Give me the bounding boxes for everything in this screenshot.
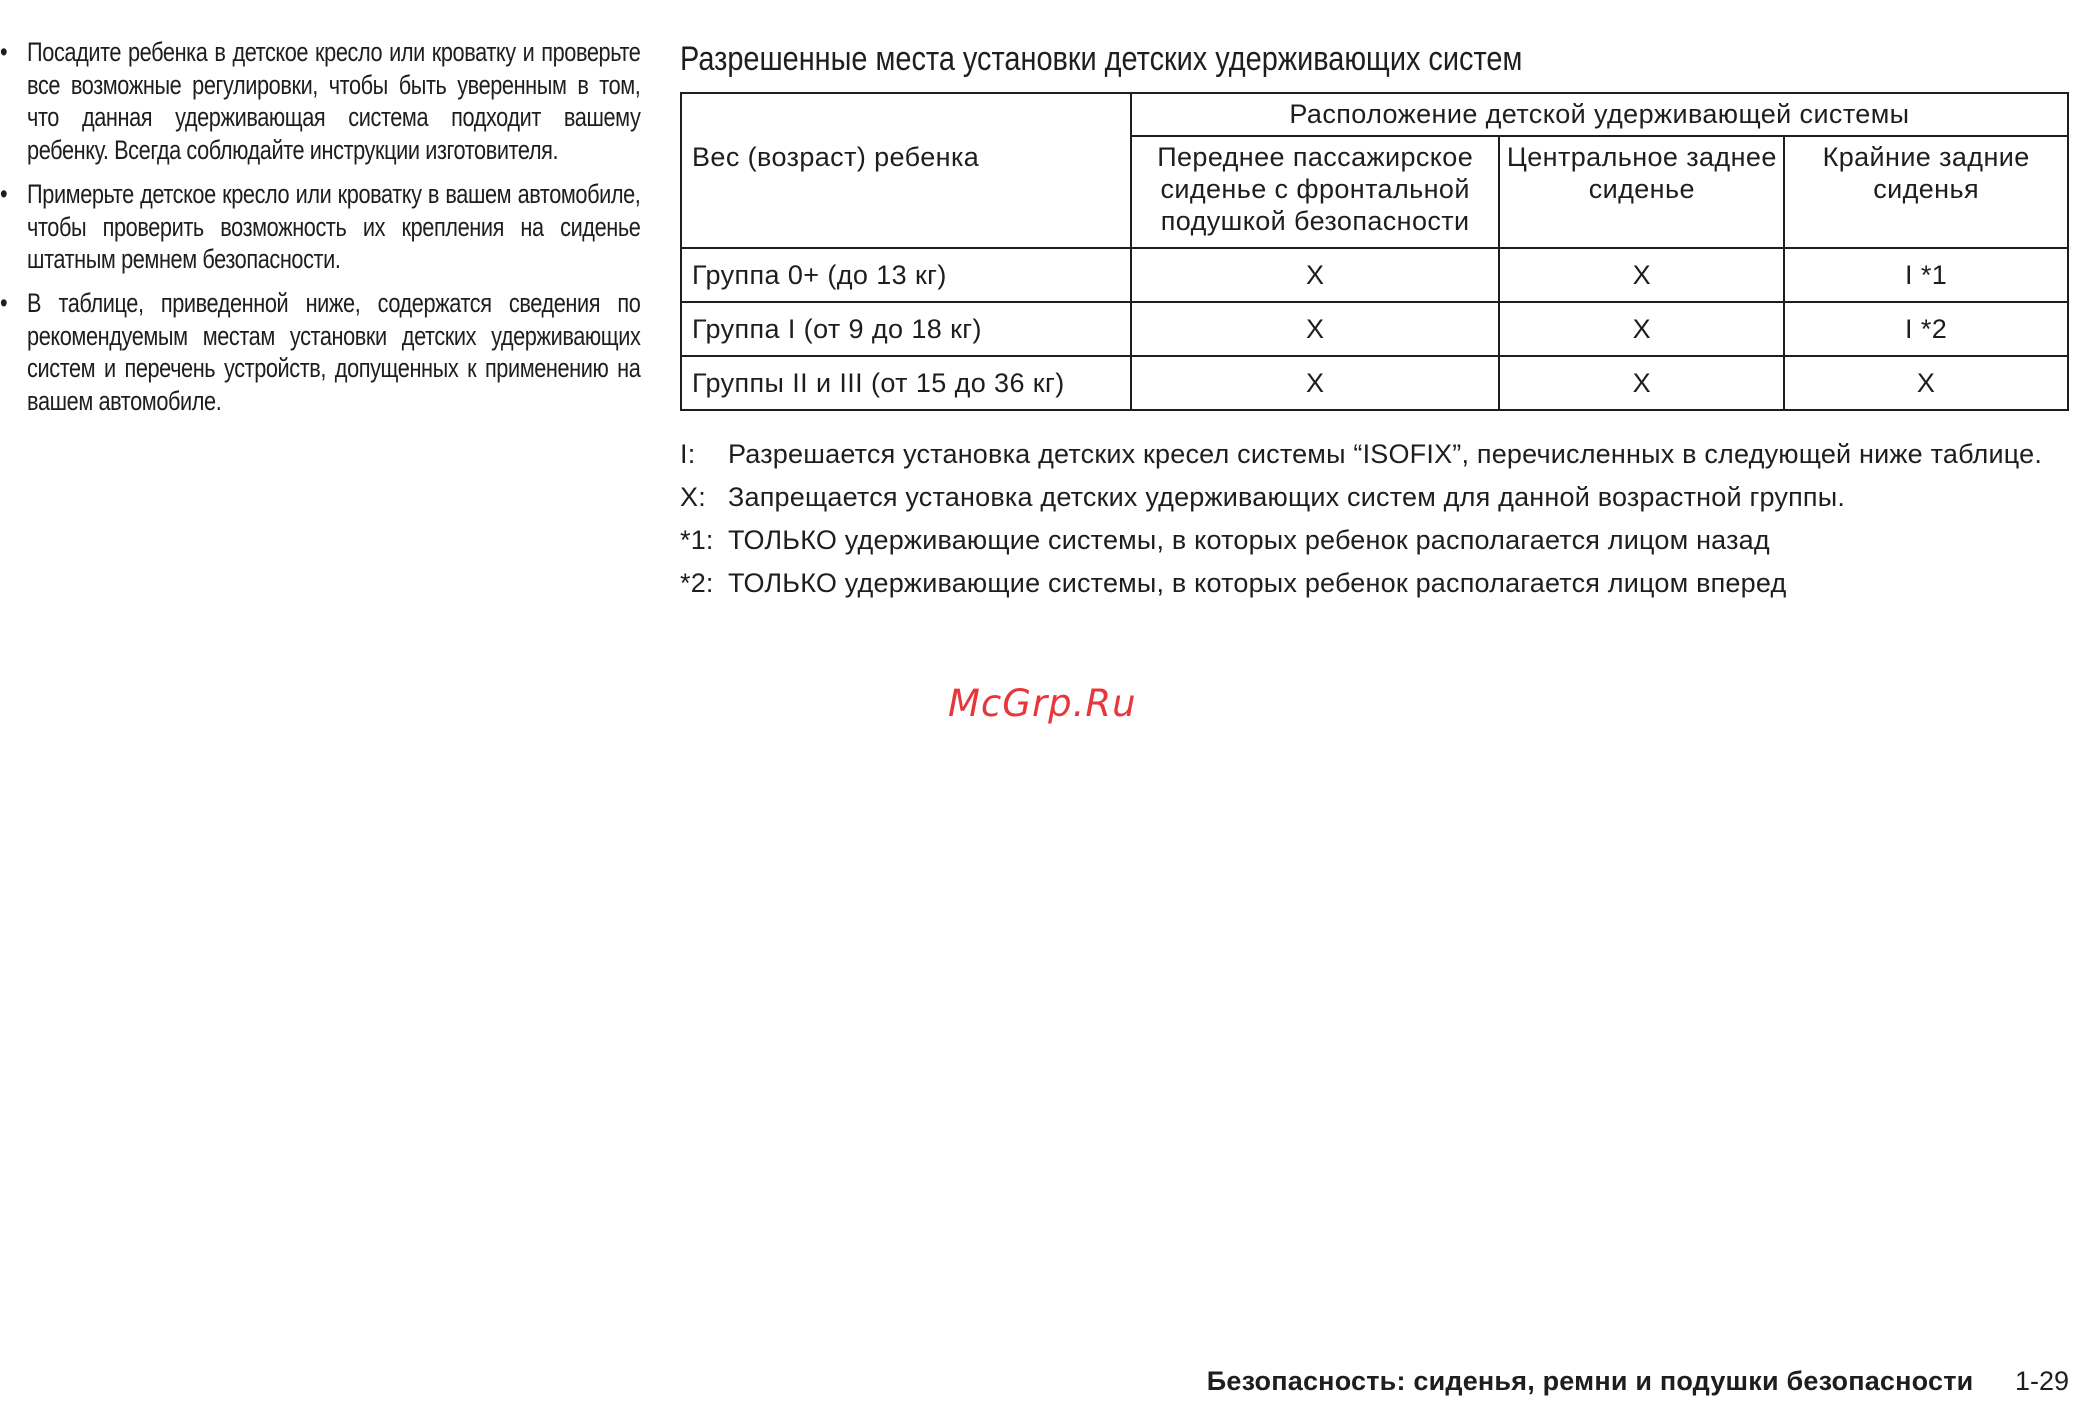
restraint-section [680, 38, 2070, 605]
header-front-seat: Переднее пассажирское сиденье с фронтальной подушкой безопасности [1131, 136, 1499, 248]
header-weight-label: Вес (возраст) ребенка [692, 142, 980, 172]
note-text: Запрещается установка детских удерживающих систем для данной возрастной группы. [728, 482, 1846, 512]
bullet-text: В таблице, приведенной ниже, содержатся сведения по рекомендуемым местам установки детских удерживающих систем и перечень устройств, допущенных к применению на вашем автомобиле. [27, 287, 641, 417]
note-item [680, 562, 2070, 605]
front-seat-cell: X [1131, 248, 1499, 302]
note-key: *1: [680, 525, 714, 555]
note-key: *2: [680, 568, 714, 598]
section-title: Разрешенные места установки детских удерживающих систем [680, 40, 1523, 78]
note-key: I: [680, 439, 696, 469]
instructions-column [0, 36, 641, 429]
header-weight [681, 93, 1131, 248]
front-seat-cell: X [1131, 302, 1499, 356]
outer-seat-cell: I *2 [1784, 302, 2068, 356]
table-row [681, 248, 2068, 302]
group-label: Группа I (от 9 до 18 кг) [681, 302, 1131, 356]
table-row [681, 356, 2068, 410]
note-item [680, 519, 2070, 562]
front-seat-cell: X [1131, 356, 1499, 410]
header-location: Расположение детской удерживающей системы [1131, 93, 2068, 136]
outer-seat-cell: I *1 [1784, 248, 2068, 302]
page-footer [1207, 1366, 2069, 1397]
table-header-row [681, 93, 2068, 136]
bullet-item [0, 287, 640, 418]
footer-title: Безопасность: сиденья, ремни и подушки безопасности [1206, 1366, 1974, 1396]
bullet-dot-icon: • [0, 178, 8, 209]
center-seat-cell: X [1499, 248, 1784, 302]
note-text: Разрешается установка детских кресел системы “ISOFIX”, перечисленных в следующей ниже таблице. [728, 439, 2043, 469]
group-label: Группа 0+ (до 13 кг) [681, 248, 1131, 302]
header-center-rear-seat: Центральное заднее сиденье [1499, 136, 1784, 248]
note-item [680, 433, 2070, 476]
bullet-item [0, 36, 640, 167]
note-item [680, 476, 2070, 519]
bullet-dot-icon: • [0, 37, 8, 67]
table-row [681, 302, 2068, 356]
page-number: 1-29 [2014, 1366, 2069, 1396]
bullet-dot-icon: • [0, 287, 8, 318]
group-label: Группы II и III (от 15 до 36 кг) [681, 356, 1131, 410]
note-text: ТОЛЬКО удерживающие системы, в которых ребенок располагается лицом вперед [728, 568, 1787, 598]
header-outer-rear-seats: Крайние задние сиденья [1784, 136, 2068, 248]
center-seat-cell: X [1499, 356, 1784, 410]
outer-seat-cell: X [1784, 356, 2068, 410]
note-text: ТОЛЬКО удерживающие системы, в которых ребенок располагается лицом назад [728, 525, 1770, 555]
restraint-table [680, 92, 2069, 411]
bullet-text: Посадите ребенка в детское кресло или кроватку и проверьте все возможные регулировки, чтобы быть уверенным в том, что данная удерживающая система подходит вашему ребенку. Всегда соблюдайте инструкции изготовителя. [27, 37, 641, 166]
bullet-text: Примерьте детское кресло или кроватку в вашем автомобиле, чтобы проверить возможность их крепления на сиденье штатным ремнем безопасности. [27, 178, 641, 275]
watermark-logo: McGrp.Ru [948, 682, 1137, 725]
bullet-item [0, 178, 640, 276]
center-seat-cell: X [1499, 302, 1784, 356]
note-key: X: [680, 482, 706, 512]
table-notes [680, 433, 2070, 605]
